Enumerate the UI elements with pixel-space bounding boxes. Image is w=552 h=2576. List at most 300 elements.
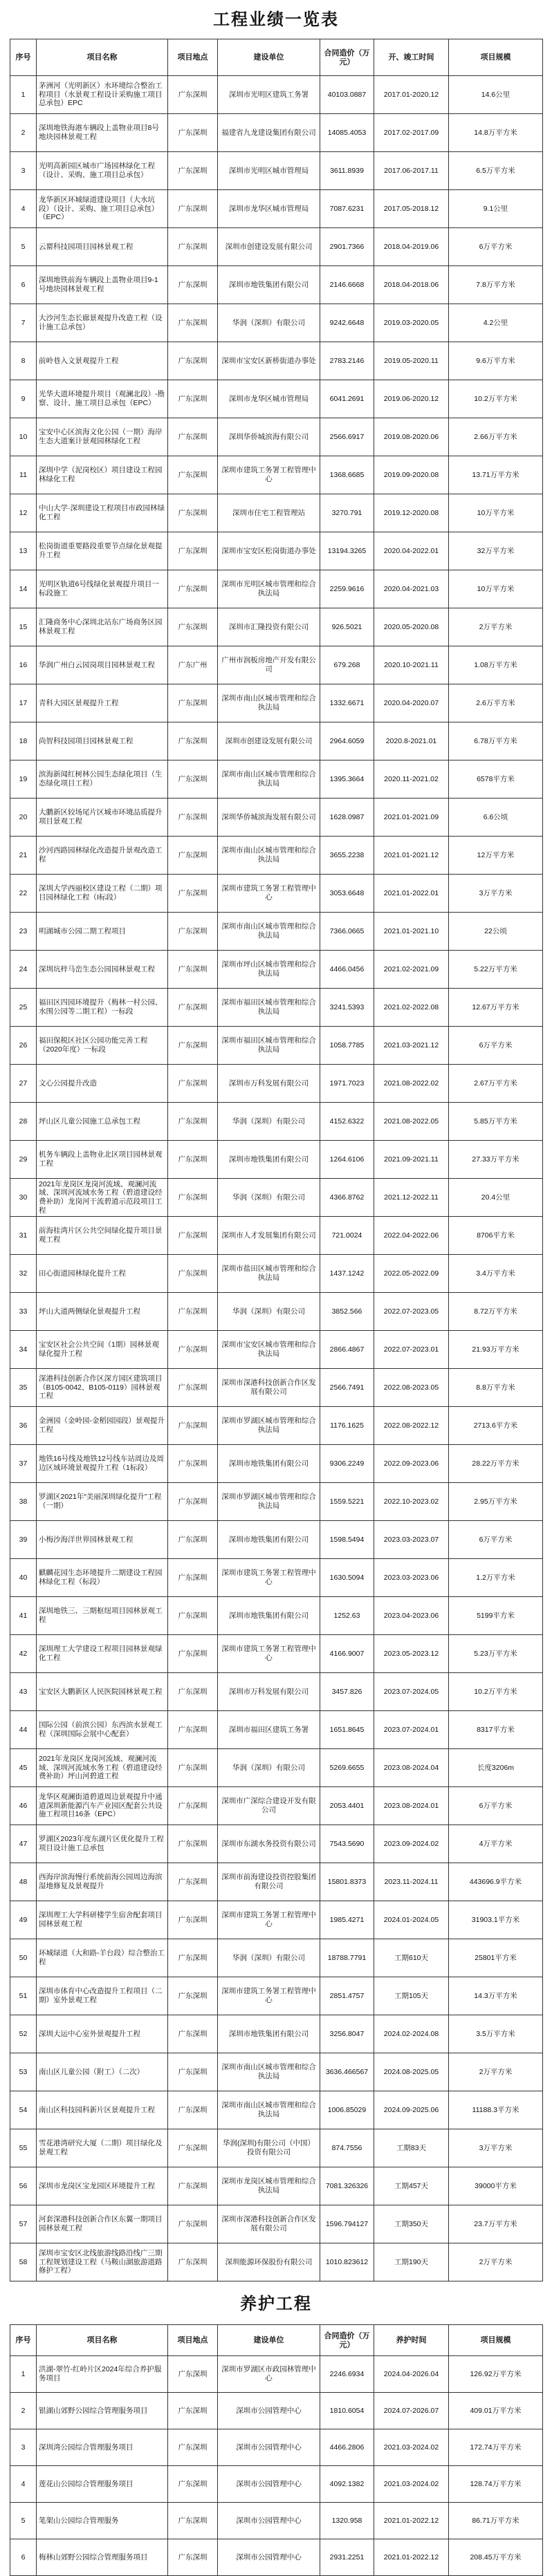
cell-period: 2023.09-2024.02 bbox=[374, 1825, 449, 1863]
cell-period: 2020.10-2021.11 bbox=[374, 646, 449, 684]
cell-client: 深圳市宝安区松岗街道办事处 bbox=[218, 532, 320, 570]
cell-contract-price: 3256.8047 bbox=[320, 2015, 374, 2053]
project-row bbox=[10, 1065, 543, 1103]
project-row bbox=[10, 2167, 543, 2205]
cell-location: 广东深圳 bbox=[168, 304, 218, 342]
project-row bbox=[10, 1293, 543, 1331]
project-row bbox=[10, 1179, 543, 1217]
header-index: 序号 bbox=[10, 2325, 37, 2356]
cell-client: 深圳市宝安区新桥街道办事处 bbox=[218, 342, 320, 380]
cell-scale: 2.95万平方米 bbox=[449, 1483, 543, 1521]
cell-period: 工期350天 bbox=[374, 2205, 449, 2243]
cell-period: 2024.07-2026.07 bbox=[374, 2393, 449, 2429]
cell-client: 华润（深圳）有限公司 bbox=[218, 1103, 320, 1141]
cell-scale: 5.23万平方米 bbox=[449, 1635, 543, 1673]
cell-client: 福建省九龙建设集团有限公司 bbox=[218, 114, 320, 152]
project-row bbox=[10, 684, 543, 722]
cell-location: 广东深圳 bbox=[168, 228, 218, 266]
cell-project-name: 深圳大学西丽校区建设工程（二期）项目园林绿化工程（I标段） bbox=[37, 875, 168, 913]
project-row bbox=[10, 1141, 543, 1179]
cell-project-name: 田心街道园林绿化提升工程 bbox=[37, 1255, 168, 1293]
cell-period: 工期190天 bbox=[374, 2243, 449, 2281]
cell-index: 11 bbox=[10, 456, 37, 494]
cell-client: 深圳市地铁集团有限公司 bbox=[218, 1141, 320, 1179]
maintenance-table bbox=[10, 2324, 543, 2576]
cell-client: 深圳市坪山区城市管理和综合执法局 bbox=[218, 951, 320, 989]
cell-location: 广东深圳 bbox=[168, 1141, 218, 1179]
cell-index: 26 bbox=[10, 1027, 37, 1065]
cell-project-name: 笔架山公园综合管理服务 bbox=[37, 2503, 168, 2539]
cell-scale: 3万平方米 bbox=[449, 875, 543, 913]
cell-location: 广东深圳 bbox=[168, 2015, 218, 2053]
cell-client: 深圳市东湖水务投资有限公司 bbox=[218, 1825, 320, 1863]
cell-project-name: 莲花山公园综合管理服务项目 bbox=[37, 2466, 168, 2503]
cell-contract-price: 4166.9007 bbox=[320, 1635, 374, 1673]
cell-client: 深圳市建筑工务署工程管理中心 bbox=[218, 1901, 320, 1939]
project-row bbox=[10, 494, 543, 532]
project-row bbox=[10, 1597, 543, 1635]
cell-client: 深圳市福田区城市管理和综合执法局 bbox=[218, 989, 320, 1027]
cell-project-name: 大沙河生态长廊景观提升改造工程（设计施工总承包） bbox=[37, 304, 168, 342]
cell-project-name: 罗湖区2021年“美丽深圳绿化提升”工程（一期） bbox=[37, 1483, 168, 1521]
cell-contract-price: 6041.2691 bbox=[320, 380, 374, 418]
cell-project-name: 明湖城市公园二期工程项目 bbox=[37, 913, 168, 951]
cell-location: 广东深圳 bbox=[168, 1635, 218, 1673]
cell-period: 2018.04-2018.06 bbox=[374, 266, 449, 304]
cell-scale: 1.08万平方米 bbox=[449, 646, 543, 684]
cell-index: 15 bbox=[10, 608, 37, 646]
cell-location: 广东深圳 bbox=[168, 2091, 218, 2129]
cell-contract-price: 721.0024 bbox=[320, 1217, 374, 1255]
maintenance-row bbox=[10, 2466, 543, 2503]
cell-location: 广东深圳 bbox=[168, 1103, 218, 1141]
cell-project-name: 汇隆商务中心深圳北站东广场商务区园林景观工程 bbox=[37, 608, 168, 646]
cell-client: 华润（深圳）有限公司 bbox=[218, 1939, 320, 1977]
cell-contract-price: 1332.6671 bbox=[320, 684, 374, 722]
cell-scale: 31903.1平方米 bbox=[449, 1901, 543, 1939]
project-row bbox=[10, 1673, 543, 1711]
cell-client: 深圳市地铁集团有限公司 bbox=[218, 1597, 320, 1635]
cell-location: 广东深圳 bbox=[168, 837, 218, 875]
cell-project-name: 深圳大运中心室外景观提升工程 bbox=[37, 2015, 168, 2053]
cell-index: 8 bbox=[10, 342, 37, 380]
cell-contract-price: 3053.6648 bbox=[320, 875, 374, 913]
cell-contract-price: 874.7556 bbox=[320, 2129, 374, 2167]
cell-client: 深圳市创建设发展有限公司 bbox=[218, 722, 320, 760]
cell-period: 2024.08-2025.05 bbox=[374, 2053, 449, 2091]
cell-client: 深圳市深港科技创新合作区发展有限公司 bbox=[218, 1369, 320, 1407]
cell-period: 2024.02-2024.08 bbox=[374, 2015, 449, 2053]
project-row bbox=[10, 570, 543, 608]
cell-client: 深圳市光明区城市管理和综合执法局 bbox=[218, 570, 320, 608]
cell-scale: 28.22万平方米 bbox=[449, 1445, 543, 1483]
cell-location: 广东深圳 bbox=[168, 1787, 218, 1825]
cell-period: 2023.05-2023.12 bbox=[374, 1635, 449, 1673]
cell-contract-price: 1437.1242 bbox=[320, 1255, 374, 1293]
cell-period: 2022.04-2022.06 bbox=[374, 1217, 449, 1255]
cell-contract-price: 2851.4757 bbox=[320, 1977, 374, 2015]
cell-index: 58 bbox=[10, 2243, 37, 2281]
projects-table bbox=[10, 39, 543, 2281]
cell-index: 25 bbox=[10, 989, 37, 1027]
cell-index: 37 bbox=[10, 1445, 37, 1483]
cell-index: 6 bbox=[10, 266, 37, 304]
project-row bbox=[10, 1407, 543, 1445]
cell-period: 2019.06-2020.12 bbox=[374, 380, 449, 418]
cell-period: 2022.07-2023.01 bbox=[374, 1331, 449, 1369]
cell-scale: 13.71万平方米 bbox=[449, 456, 543, 494]
cell-scale: 2.66万平方米 bbox=[449, 418, 543, 456]
cell-period: 2023.07-2024.05 bbox=[374, 1673, 449, 1711]
cell-contract-price: 2566.7491 bbox=[320, 1369, 374, 1407]
cell-location: 广东深圳 bbox=[168, 1977, 218, 2015]
cell-contract-price: 2259.9616 bbox=[320, 570, 374, 608]
cell-location: 广东深圳 bbox=[168, 1901, 218, 1939]
cell-project-name: 深圳中学（泥岗校区）项目建设工程园林绿化工程 bbox=[37, 456, 168, 494]
cell-project-name: 深圳湾公园综合管理服务项目 bbox=[37, 2429, 168, 2466]
cell-contract-price: 1651.8645 bbox=[320, 1711, 374, 1749]
cell-index: 18 bbox=[10, 722, 37, 760]
cell-location: 广东深圳 bbox=[168, 190, 218, 228]
project-row bbox=[10, 342, 543, 380]
project-row bbox=[10, 1749, 543, 1787]
project-row bbox=[10, 989, 543, 1027]
cell-client: 深圳市公园管理中心 bbox=[218, 2429, 320, 2466]
cell-client: 深圳市公园管理中心 bbox=[218, 2503, 320, 2539]
project-row bbox=[10, 1559, 543, 1597]
cell-index: 44 bbox=[10, 1711, 37, 1749]
cell-location: 广东深圳 bbox=[168, 1255, 218, 1293]
cell-project-name: 宝安区社会公共空间（1期）园林景观绿化提升工程 bbox=[37, 1331, 168, 1369]
header-scale: 项目规模 bbox=[449, 39, 543, 76]
cell-index: 46 bbox=[10, 1787, 37, 1825]
cell-period: 工期457天 bbox=[374, 2167, 449, 2205]
cell-index: 40 bbox=[10, 1559, 37, 1597]
cell-index: 20 bbox=[10, 799, 37, 837]
cell-period: 2020.04-2020.07 bbox=[374, 684, 449, 722]
cell-client: 深圳市创建设发展有限公司 bbox=[218, 228, 320, 266]
cell-period: 2021.01-2022.01 bbox=[374, 875, 449, 913]
cell-period: 2020.04-2022.01 bbox=[374, 532, 449, 570]
cell-location: 广东深圳 bbox=[168, 1293, 218, 1331]
cell-period: 2022.05-2022.09 bbox=[374, 1255, 449, 1293]
cell-period: 工期105天 bbox=[374, 1977, 449, 2015]
cell-project-name: 深港科技创新合作区深方园区建筑项目（B105-0042、B105-0119）园林景观工程 bbox=[37, 1369, 168, 1407]
cell-scale: 5199平方米 bbox=[449, 1597, 543, 1635]
cell-contract-price: 3655.2238 bbox=[320, 837, 374, 875]
cell-project-name: 坪山区儿童公园施工总承包工程 bbox=[37, 1103, 168, 1141]
project-row bbox=[10, 1255, 543, 1293]
project-row bbox=[10, 418, 543, 456]
cell-client: 深圳市建筑工务署工程管理中心 bbox=[218, 1977, 320, 2015]
cell-index: 19 bbox=[10, 760, 37, 799]
project-row bbox=[10, 1217, 543, 1255]
project-row bbox=[10, 2015, 543, 2053]
project-row bbox=[10, 380, 543, 418]
cell-period: 2021.12-2022.11 bbox=[374, 1179, 449, 1217]
header-location: 项目地点 bbox=[168, 39, 218, 76]
cell-contract-price: 1395.3664 bbox=[320, 760, 374, 799]
cell-contract-price: 679.268 bbox=[320, 646, 374, 684]
cell-index: 42 bbox=[10, 1635, 37, 1673]
cell-contract-price: 15801.8373 bbox=[320, 1863, 374, 1901]
cell-period: 2022.08-2022.12 bbox=[374, 1407, 449, 1445]
cell-project-name: 前岭巷入文景观提升工程 bbox=[37, 342, 168, 380]
project-row bbox=[10, 646, 543, 684]
cell-scale: 10.2万平方米 bbox=[449, 380, 543, 418]
cell-project-name: 光明高新园区城市广场园林绿化工程（设计、采购、施工项目总承包） bbox=[37, 152, 168, 190]
cell-project-name: 小梅沙海洋世界园林景观工程 bbox=[37, 1521, 168, 1559]
cell-index: 1 bbox=[10, 76, 37, 114]
cell-scale: 443696.9平方米 bbox=[449, 1863, 543, 1901]
cell-scale: 3万平方米 bbox=[449, 2129, 543, 2167]
cell-contract-price: 1810.6054 bbox=[320, 2393, 374, 2429]
cell-scale: 9.1公里 bbox=[449, 190, 543, 228]
cell-client: 深圳市宝安区城市管理和综合执法局 bbox=[218, 1331, 320, 1369]
cell-contract-price: 7543.5690 bbox=[320, 1825, 374, 1863]
cell-project-name: 洪湖-翠竹-红岭片区2024年综合养护服务项目 bbox=[37, 2356, 168, 2393]
cell-scale: 20.4公里 bbox=[449, 1179, 543, 1217]
cell-period: 2020.11-2021.02 bbox=[374, 760, 449, 799]
cell-index: 53 bbox=[10, 2053, 37, 2091]
project-row bbox=[10, 456, 543, 494]
cell-period: 工期610天 bbox=[374, 1939, 449, 1977]
cell-scale: 5.22万平方米 bbox=[449, 951, 543, 989]
cell-location: 广东深圳 bbox=[168, 989, 218, 1027]
cell-scale: 22公顷 bbox=[449, 913, 543, 951]
cell-location: 广东深圳 bbox=[168, 2129, 218, 2167]
cell-client: 深圳市盐田区城市管理和综合执法局 bbox=[218, 1255, 320, 1293]
cell-scale: 6.6公顷 bbox=[449, 799, 543, 837]
cell-client: 深圳市罗湖区市政园林管理中心 bbox=[218, 2356, 320, 2393]
cell-scale: 6万平方米 bbox=[449, 228, 543, 266]
project-row bbox=[10, 608, 543, 646]
cell-index: 9 bbox=[10, 380, 37, 418]
projects-title: 工程业绩一览表 bbox=[213, 9, 339, 29]
cell-scale: 11188.3平方米 bbox=[449, 2091, 543, 2129]
cell-project-name: 光华大道环境提升项目（观澜北段）-勘察、设计、施工项目总承包（EPC） bbox=[37, 380, 168, 418]
cell-index: 22 bbox=[10, 875, 37, 913]
cell-period: 2023.11-2024.11 bbox=[374, 1863, 449, 1901]
cell-contract-price: 1559.5221 bbox=[320, 1483, 374, 1521]
cell-index: 54 bbox=[10, 2091, 37, 2129]
cell-contract-price: 7087.6231 bbox=[320, 190, 374, 228]
maintenance-header-row bbox=[10, 2325, 543, 2356]
cell-contract-price: 1264.6106 bbox=[320, 1141, 374, 1179]
project-row bbox=[10, 875, 543, 913]
cell-contract-price: 13194.3265 bbox=[320, 532, 374, 570]
cell-location: 广东深圳 bbox=[168, 2053, 218, 2091]
cell-period: 2021.02-2022.08 bbox=[374, 989, 449, 1027]
cell-period: 2019.03-2020.05 bbox=[374, 304, 449, 342]
cell-client: 深圳市南山区城市管理和综合执法局 bbox=[218, 913, 320, 951]
cell-scale: 4.2公里 bbox=[449, 304, 543, 342]
cell-scale: 3.4万平方米 bbox=[449, 1255, 543, 1293]
cell-contract-price: 2783.2146 bbox=[320, 342, 374, 380]
project-row bbox=[10, 152, 543, 190]
cell-period: 2017.05-2018.12 bbox=[374, 190, 449, 228]
cell-contract-price: 4466.0456 bbox=[320, 951, 374, 989]
project-row bbox=[10, 1939, 543, 1977]
cell-period: 2021.01-2021.09 bbox=[374, 799, 449, 837]
cell-scale: 39000平方米 bbox=[449, 2167, 543, 2205]
cell-period: 2017.06-2017.11 bbox=[374, 152, 449, 190]
cell-location: 广东深圳 bbox=[168, 456, 218, 494]
cell-client: 华润（深圳）有限公司 bbox=[218, 304, 320, 342]
cell-index: 7 bbox=[10, 304, 37, 342]
project-row bbox=[10, 1711, 543, 1749]
cell-client: 深圳市福田区城市管理和综合执法局 bbox=[218, 1027, 320, 1065]
cell-client: 深圳市深港科技创新合作区发展有限公司 bbox=[218, 2205, 320, 2243]
header-maintenance-period: 养护时间 bbox=[374, 2325, 449, 2356]
project-row bbox=[10, 304, 543, 342]
cell-client: 深圳市广深综合建设开发有限公司 bbox=[218, 1787, 320, 1825]
project-row bbox=[10, 1635, 543, 1673]
cell-scale: 10.2万平方米 bbox=[449, 1673, 543, 1711]
cell-scale: 14.3万平方米 bbox=[449, 1977, 543, 2015]
cell-project-name: 地铁16号线及地铁12号线车站周边及周边区域环境景观提升工程（1标段） bbox=[37, 1445, 168, 1483]
cell-index: 2 bbox=[10, 114, 37, 152]
cell-location: 广东深圳 bbox=[168, 722, 218, 760]
project-row bbox=[10, 951, 543, 989]
project-row bbox=[10, 1483, 543, 1521]
cell-scale: 6万平方米 bbox=[449, 1787, 543, 1825]
cell-location: 广东深圳 bbox=[168, 152, 218, 190]
cell-contract-price: 1058.7785 bbox=[320, 1027, 374, 1065]
cell-scale: 2.6万平方米 bbox=[449, 684, 543, 722]
cell-contract-price: 3457.826 bbox=[320, 1673, 374, 1711]
cell-location: 广东深圳 bbox=[168, 684, 218, 722]
cell-contract-price: 2053.4401 bbox=[320, 1787, 374, 1825]
cell-scale: 2万平方米 bbox=[449, 2053, 543, 2091]
cell-scale: 6.5万平方米 bbox=[449, 152, 543, 190]
cell-scale: 172.74万平方米 bbox=[449, 2429, 543, 2466]
cell-project-name: 雪花港湾研究大厦（二期）项目绿化及景观工程 bbox=[37, 2129, 168, 2167]
cell-scale: 8706平方米 bbox=[449, 1217, 543, 1255]
cell-period: 2021.09-2021.11 bbox=[374, 1141, 449, 1179]
cell-index: 2 bbox=[10, 2393, 37, 2429]
cell-client: 深圳市福田区建筑工务署 bbox=[218, 1711, 320, 1749]
cell-client: 深圳市罗湖区城市管理和综合执法局 bbox=[218, 1483, 320, 1521]
cell-project-name: 2021年龙岗区龙岗河流域、观澜河流域、深圳河流域水务工程（碧道建设经费补助）龙岗河干流碧道示范段项目工程 bbox=[37, 1179, 168, 1217]
cell-period: 2023.04-2023.06 bbox=[374, 1597, 449, 1635]
cell-location: 广东深圳 bbox=[168, 1369, 218, 1407]
cell-location: 广东深圳 bbox=[168, 760, 218, 799]
cell-index: 32 bbox=[10, 1255, 37, 1293]
project-row bbox=[10, 722, 543, 760]
cell-scale: 9.6万平方米 bbox=[449, 342, 543, 380]
project-row bbox=[10, 76, 543, 114]
cell-location: 广东深圳 bbox=[168, 1407, 218, 1445]
cell-location: 广东深圳 bbox=[168, 1521, 218, 1559]
cell-scale: 126.92万平方米 bbox=[449, 2356, 543, 2393]
cell-index: 24 bbox=[10, 951, 37, 989]
cell-period: 2022.07-2023.05 bbox=[374, 1293, 449, 1331]
cell-index: 36 bbox=[10, 1407, 37, 1445]
cell-location: 广东深圳 bbox=[168, 2205, 218, 2243]
cell-location: 广东广州 bbox=[168, 646, 218, 684]
project-row bbox=[10, 2129, 543, 2167]
cell-client: 华润（深圳）有限公司 bbox=[218, 1179, 320, 1217]
cell-client: 华润(深圳)有限公司（中国）投资有限公司 bbox=[218, 2129, 320, 2167]
cell-client: 深圳市公园管理中心 bbox=[218, 2393, 320, 2429]
cell-location: 广东深圳 bbox=[168, 2356, 218, 2393]
cell-contract-price: 1368.6685 bbox=[320, 456, 374, 494]
cell-client: 深圳市罗湖区城市管理和综合执法局 bbox=[218, 1407, 320, 1445]
cell-contract-price: 3852.566 bbox=[320, 1293, 374, 1331]
cell-contract-price: 9242.6648 bbox=[320, 304, 374, 342]
cell-contract-price: 2901.7366 bbox=[320, 228, 374, 266]
cell-project-name: 松岗街道重要路段重要节点绿化景观提升工程 bbox=[37, 532, 168, 570]
cell-index: 12 bbox=[10, 494, 37, 532]
cell-location: 广东深圳 bbox=[168, 380, 218, 418]
cell-client: 深圳市建筑工务署工程管理中心 bbox=[218, 875, 320, 913]
cell-index: 10 bbox=[10, 418, 37, 456]
cell-period: 2020.8-2021.01 bbox=[374, 722, 449, 760]
projects-header-row bbox=[10, 39, 543, 76]
cell-project-name: 滨海新闻红树林公园生态绿化项目（生态绿化项目工程） bbox=[37, 760, 168, 799]
cell-scale: 208.45万平方米 bbox=[449, 2539, 543, 2576]
header-index: 序号 bbox=[10, 39, 37, 76]
cell-location: 广东深圳 bbox=[168, 266, 218, 304]
header-client: 建设单位 bbox=[218, 2325, 320, 2356]
cell-project-name: 云罂科技园项目园林景观工程 bbox=[37, 228, 168, 266]
cell-project-name: 华润广州白云园岗项目园林景观工程 bbox=[37, 646, 168, 684]
cell-location: 广东深圳 bbox=[168, 570, 218, 608]
maintenance-row bbox=[10, 2429, 543, 2466]
cell-contract-price: 3270.791 bbox=[320, 494, 374, 532]
cell-index: 6 bbox=[10, 2539, 37, 2576]
cell-scale: 25801平方米 bbox=[449, 1939, 543, 1977]
cell-contract-price: 9306.2249 bbox=[320, 1445, 374, 1483]
cell-scale: 8.8万平方米 bbox=[449, 1369, 543, 1407]
cell-index: 45 bbox=[10, 1749, 37, 1787]
header-contract-price: 合同造价（万元） bbox=[320, 39, 374, 76]
cell-period: 2021.01-2022.12 bbox=[374, 2503, 449, 2539]
cell-project-name: 中山大学·深圳建设工程项目市政园林绿化工程 bbox=[37, 494, 168, 532]
project-row bbox=[10, 1331, 543, 1369]
cell-period: 2017.02-2017.09 bbox=[374, 114, 449, 152]
cell-contract-price: 2566.6917 bbox=[320, 418, 374, 456]
cell-contract-price: 7366.0665 bbox=[320, 913, 374, 951]
cell-project-name: 前海桂湾片区公共空间绿化提升项目景观工程 bbox=[37, 1217, 168, 1255]
cell-period: 2021.08-2022.05 bbox=[374, 1103, 449, 1141]
cell-index: 21 bbox=[10, 837, 37, 875]
cell-location: 广东深圳 bbox=[168, 1483, 218, 1521]
cell-location: 广东深圳 bbox=[168, 1749, 218, 1787]
maintenance-row bbox=[10, 2356, 543, 2393]
cell-index: 4 bbox=[10, 190, 37, 228]
cell-contract-price: 1630.5094 bbox=[320, 1559, 374, 1597]
cell-index: 5 bbox=[10, 2503, 37, 2539]
cell-location: 广东深圳 bbox=[168, 1673, 218, 1711]
cell-contract-price: 1010.823612 bbox=[320, 2243, 374, 2281]
cell-contract-price: 1006.85029 bbox=[320, 2091, 374, 2129]
cell-period: 2020.04-2021.03 bbox=[374, 570, 449, 608]
cell-index: 3 bbox=[10, 2429, 37, 2466]
cell-project-name: 南山区科技园科新片区景观提升工程 bbox=[37, 2091, 168, 2129]
cell-contract-price: 1971.7023 bbox=[320, 1065, 374, 1103]
cell-period: 2021.03-2024.02 bbox=[374, 2466, 449, 2503]
cell-period: 2023.07-2024.01 bbox=[374, 1711, 449, 1749]
cell-period: 2021.02-2021.09 bbox=[374, 951, 449, 989]
cell-period: 2023.03-2023.07 bbox=[374, 1521, 449, 1559]
header-project-name: 项目名称 bbox=[37, 2325, 168, 2356]
cell-contract-price: 18788.7791 bbox=[320, 1939, 374, 1977]
cell-index: 16 bbox=[10, 646, 37, 684]
cell-scale: 14.8万平方米 bbox=[449, 114, 543, 152]
cell-scale: 21.93万平方米 bbox=[449, 1331, 543, 1369]
